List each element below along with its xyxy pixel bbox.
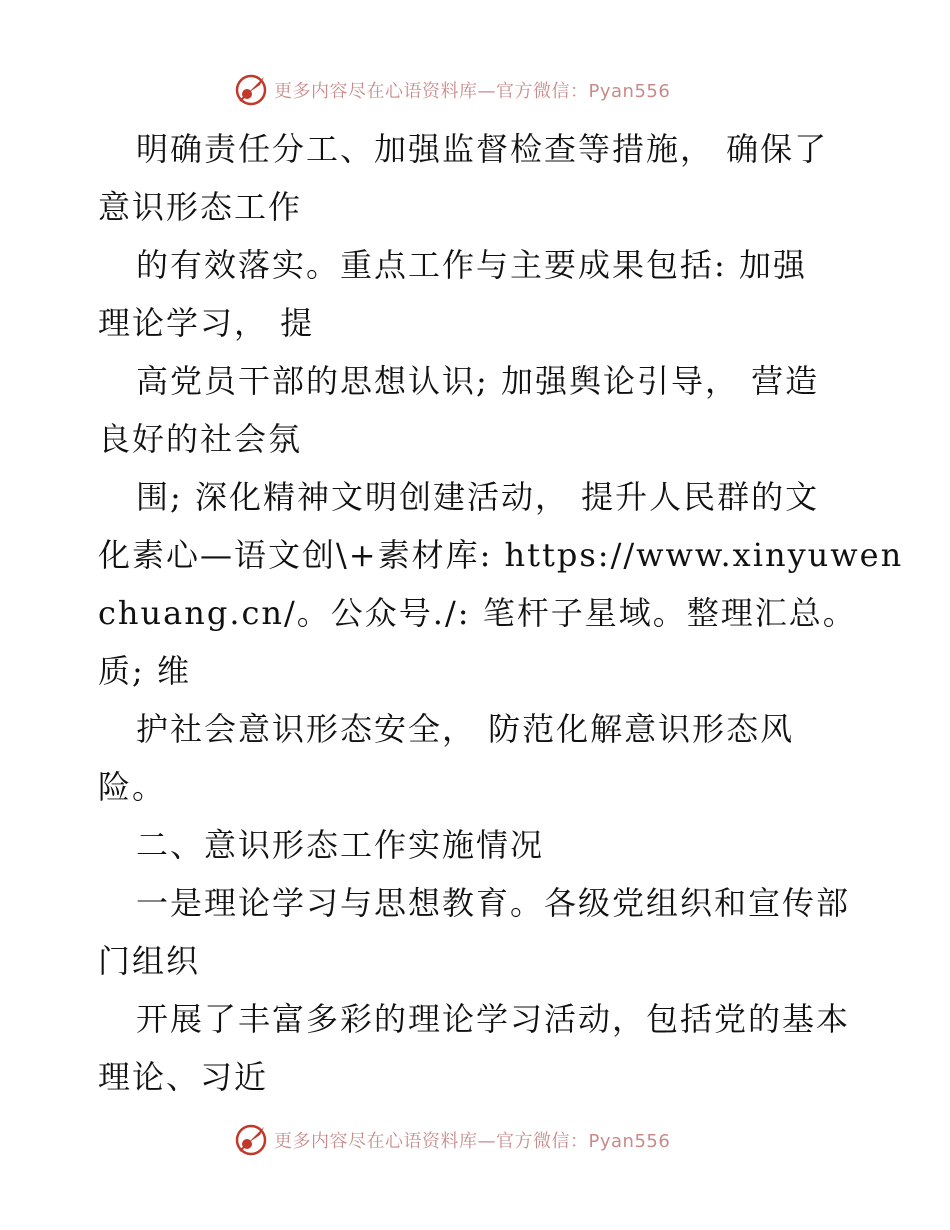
text-line: 意识形态工作 <box>98 188 303 226</box>
text-line: 一是理论学习与思想教育。各级党组织和宣传部 <box>136 884 851 922</box>
text-line: 开展了丰富多彩的理论学习活动，包括党的基本 <box>136 1000 851 1038</box>
text-line: 理论、习近 <box>98 1058 269 1096</box>
text-line: 理论学习， 提 <box>98 304 315 342</box>
header-banner-text: 更多内容尽在心语资料库—官方微信：Pyan556 <box>274 81 671 102</box>
header-banner <box>234 72 670 108</box>
section-heading: 二、意识形态工作实施情况 <box>136 826 545 864</box>
text-line: 明确责任分工、加强监督检查等措施， 确保了 <box>136 130 829 168</box>
feather-pen-logo-icon <box>234 73 268 107</box>
footer-banner <box>234 1122 670 1158</box>
text-line: 质; 维 <box>98 652 191 690</box>
text-line: 围; 深化精神文明创建活动， 提升人民群的文 <box>136 478 820 516</box>
text-line: 险。 <box>98 768 167 806</box>
text-line: 的有效落实。重点工作与主要成果包括: 加强 <box>136 246 807 284</box>
text-line: 门组织 <box>98 942 201 980</box>
text-line: 良好的社会氛 <box>98 420 303 458</box>
text-line: 护社会意识形态安全， 防范化解意识形态风 <box>136 710 795 748</box>
footer-banner-text: 更多内容尽在心语资料库—官方微信：Pyan556 <box>274 1131 671 1152</box>
text-line: chuang.cn/。公众号./: 笔杆子星域。整理汇总。 <box>98 594 857 632</box>
feather-pen-logo-icon <box>234 1123 268 1157</box>
text-line: 高党员干部的思想认识; 加强舆论引导， 营造 <box>136 362 820 400</box>
text-line: 化素心—语文创\+素材库: https://www.xinyuwen <box>98 536 904 574</box>
